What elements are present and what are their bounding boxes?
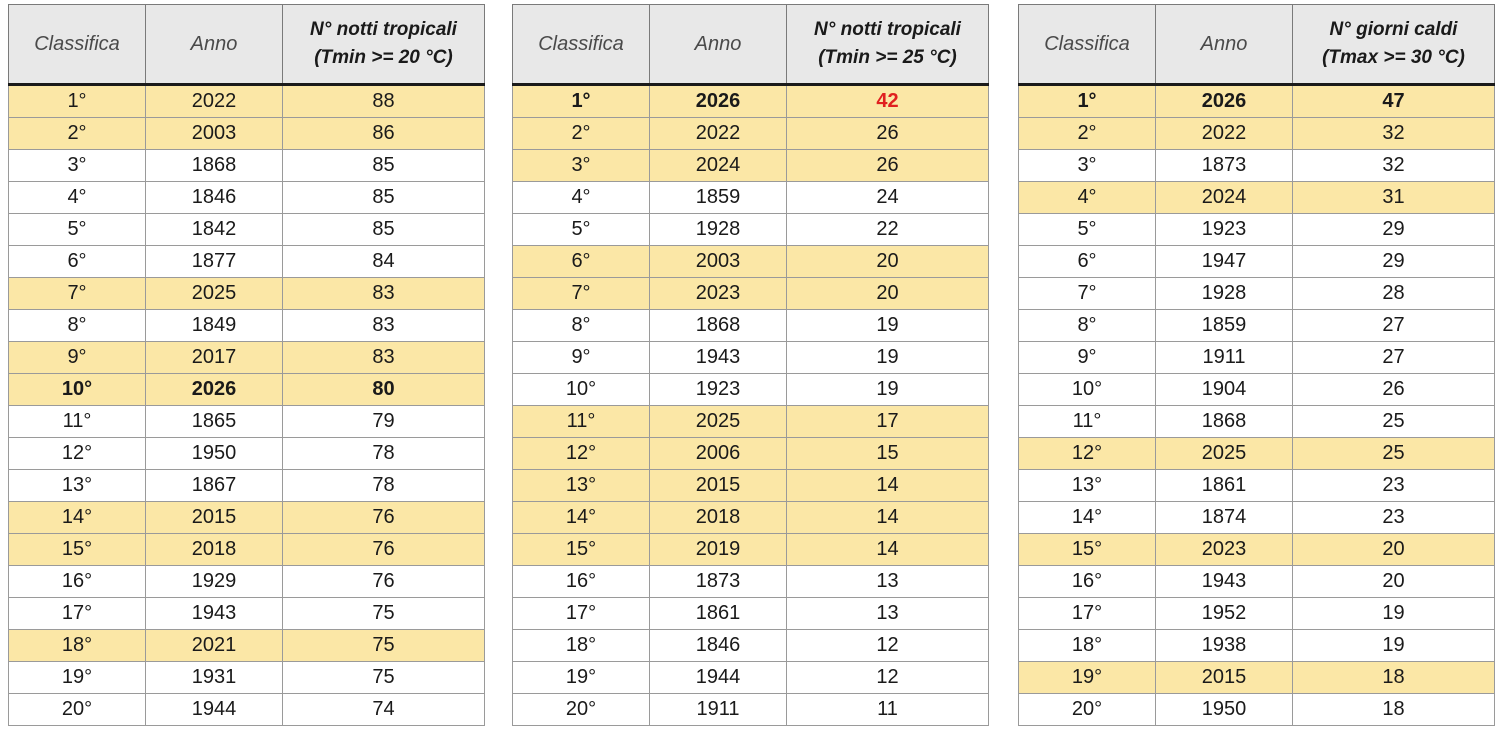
ranking-table-tropical-nights-20 xyxy=(8,4,484,725)
year-cell: 2018 xyxy=(650,502,787,534)
table-row xyxy=(9,310,485,342)
value-cell: 83 xyxy=(283,342,485,374)
rank-cell: 15° xyxy=(1019,534,1156,566)
year-cell: 2021 xyxy=(146,630,283,662)
value-cell: 42 xyxy=(787,85,989,118)
year-cell: 2015 xyxy=(146,502,283,534)
rank-cell: 4° xyxy=(1019,182,1156,214)
value-cell: 78 xyxy=(283,438,485,470)
year-cell: 2023 xyxy=(1156,534,1293,566)
year-cell: 1873 xyxy=(1156,150,1293,182)
year-cell: 2026 xyxy=(146,374,283,406)
year-cell: 1911 xyxy=(650,694,787,726)
year-cell: 1947 xyxy=(1156,246,1293,278)
value-cell: 13 xyxy=(787,598,989,630)
year-cell: 2006 xyxy=(650,438,787,470)
rank-cell: 18° xyxy=(513,630,650,662)
rank-cell: 19° xyxy=(9,662,146,694)
value-cell: 12 xyxy=(787,630,989,662)
value-cell: 47 xyxy=(1293,85,1495,118)
value-cell: 14 xyxy=(787,470,989,502)
rank-cell: 2° xyxy=(9,118,146,150)
rank-cell: 2° xyxy=(1019,118,1156,150)
table-row xyxy=(513,502,989,534)
value-cell: 76 xyxy=(283,566,485,598)
rank-cell: 14° xyxy=(513,502,650,534)
value-cell: 20 xyxy=(787,278,989,310)
value-cell: 29 xyxy=(1293,214,1495,246)
value-cell: 17 xyxy=(787,406,989,438)
table-row xyxy=(513,342,989,374)
rank-cell: 10° xyxy=(9,374,146,406)
value-cell: 79 xyxy=(283,406,485,438)
value-cell: 32 xyxy=(1293,118,1495,150)
rank-cell: 13° xyxy=(513,470,650,502)
year-cell: 1928 xyxy=(1156,278,1293,310)
year-cell: 1938 xyxy=(1156,630,1293,662)
value-cell: 12 xyxy=(787,662,989,694)
table-row xyxy=(1019,502,1495,534)
header-row xyxy=(1019,5,1495,85)
header-metric-title: N° giorni caldi xyxy=(1329,19,1458,40)
rank-cell: 14° xyxy=(1019,502,1156,534)
value-cell: 20 xyxy=(787,246,989,278)
rank-cell: 3° xyxy=(9,150,146,182)
table-row xyxy=(513,278,989,310)
year-cell: 1904 xyxy=(1156,374,1293,406)
year-cell: 2003 xyxy=(650,246,787,278)
rank-cell: 9° xyxy=(9,342,146,374)
rank-cell: 10° xyxy=(1019,374,1156,406)
year-cell: 1861 xyxy=(1156,470,1293,502)
value-cell: 18 xyxy=(1293,694,1495,726)
value-cell: 14 xyxy=(787,502,989,534)
rank-cell: 17° xyxy=(1019,598,1156,630)
value-cell: 85 xyxy=(283,214,485,246)
value-cell: 83 xyxy=(283,310,485,342)
value-cell: 88 xyxy=(283,85,485,118)
rank-cell: 7° xyxy=(1019,278,1156,310)
rank-cell: 16° xyxy=(9,566,146,598)
table-row xyxy=(1019,534,1495,566)
value-cell: 26 xyxy=(787,150,989,182)
table-row xyxy=(9,182,485,214)
header-year: Anno xyxy=(146,5,283,85)
table-row xyxy=(9,150,485,182)
year-cell: 1950 xyxy=(146,438,283,470)
rank-cell: 18° xyxy=(9,630,146,662)
rank-cell: 3° xyxy=(1019,150,1156,182)
rank-cell: 10° xyxy=(513,374,650,406)
table-row xyxy=(513,246,989,278)
year-cell: 1923 xyxy=(1156,214,1293,246)
header-year: Anno xyxy=(1156,5,1293,85)
value-cell: 32 xyxy=(1293,150,1495,182)
year-cell: 1873 xyxy=(650,566,787,598)
year-cell: 2025 xyxy=(650,406,787,438)
table-row xyxy=(9,374,485,406)
year-cell: 2026 xyxy=(1156,85,1293,118)
rank-cell: 19° xyxy=(513,662,650,694)
rank-cell: 9° xyxy=(1019,342,1156,374)
rank-cell: 8° xyxy=(513,310,650,342)
table-row xyxy=(9,278,485,310)
rank-cell: 3° xyxy=(513,150,650,182)
value-cell: 20 xyxy=(1293,534,1495,566)
table-row xyxy=(9,406,485,438)
rank-cell: 20° xyxy=(9,694,146,726)
table-row xyxy=(9,630,485,662)
table-row xyxy=(1019,342,1495,374)
table-row xyxy=(513,598,989,630)
table-row xyxy=(9,598,485,630)
table-row xyxy=(9,470,485,502)
year-cell: 1868 xyxy=(1156,406,1293,438)
year-cell: 1911 xyxy=(1156,342,1293,374)
value-cell: 18 xyxy=(1293,662,1495,694)
year-cell: 1931 xyxy=(146,662,283,694)
table-row xyxy=(1019,662,1495,694)
table-row xyxy=(9,566,485,598)
rank-cell: 15° xyxy=(513,534,650,566)
value-cell: 84 xyxy=(283,246,485,278)
year-cell: 2025 xyxy=(146,278,283,310)
table-row xyxy=(9,214,485,246)
rank-cell: 13° xyxy=(1019,470,1156,502)
value-cell: 31 xyxy=(1293,182,1495,214)
year-cell: 1859 xyxy=(1156,310,1293,342)
rank-cell: 5° xyxy=(9,214,146,246)
table-row xyxy=(1019,182,1495,214)
table-row xyxy=(9,85,485,118)
table-row xyxy=(9,438,485,470)
value-cell: 28 xyxy=(1293,278,1495,310)
year-cell: 1952 xyxy=(1156,598,1293,630)
rank-cell: 13° xyxy=(9,470,146,502)
rank-cell: 4° xyxy=(513,182,650,214)
ranking-table-hot-days-30 xyxy=(1018,4,1494,725)
header-metric xyxy=(787,5,989,85)
rank-cell: 16° xyxy=(1019,566,1156,598)
year-cell: 1943 xyxy=(650,342,787,374)
rank-cell: 11° xyxy=(9,406,146,438)
value-cell: 85 xyxy=(283,182,485,214)
rank-cell: 1° xyxy=(9,85,146,118)
rank-cell: 11° xyxy=(1019,406,1156,438)
year-cell: 2015 xyxy=(1156,662,1293,694)
value-cell: 75 xyxy=(283,662,485,694)
table-row xyxy=(1019,566,1495,598)
rank-cell: 20° xyxy=(1019,694,1156,726)
value-cell: 19 xyxy=(787,374,989,406)
value-cell: 20 xyxy=(1293,566,1495,598)
rank-cell: 12° xyxy=(513,438,650,470)
rank-cell: 11° xyxy=(513,406,650,438)
header-rank: Classifica xyxy=(9,5,146,85)
year-cell: 1865 xyxy=(146,406,283,438)
header-metric-title: N° notti tropicali xyxy=(814,19,961,40)
year-cell: 2022 xyxy=(146,85,283,118)
year-cell: 1859 xyxy=(650,182,787,214)
value-cell: 25 xyxy=(1293,438,1495,470)
ranking-table xyxy=(8,4,485,726)
value-cell: 75 xyxy=(283,630,485,662)
rank-cell: 15° xyxy=(9,534,146,566)
value-cell: 19 xyxy=(1293,598,1495,630)
header-rank: Classifica xyxy=(513,5,650,85)
rank-cell: 17° xyxy=(513,598,650,630)
rank-cell: 9° xyxy=(513,342,650,374)
value-cell: 74 xyxy=(283,694,485,726)
year-cell: 1868 xyxy=(650,310,787,342)
value-cell: 86 xyxy=(283,118,485,150)
value-cell: 76 xyxy=(283,534,485,566)
year-cell: 1944 xyxy=(650,662,787,694)
year-cell: 1868 xyxy=(146,150,283,182)
year-cell: 1944 xyxy=(146,694,283,726)
year-cell: 1861 xyxy=(650,598,787,630)
year-cell: 2022 xyxy=(650,118,787,150)
value-cell: 22 xyxy=(787,214,989,246)
header-metric-threshold: (Tmin >= 20 °C) xyxy=(314,47,453,68)
header-metric-title: N° notti tropicali xyxy=(310,19,457,40)
table-row xyxy=(1019,214,1495,246)
table-row xyxy=(9,342,485,374)
year-cell: 1842 xyxy=(146,214,283,246)
year-cell: 1877 xyxy=(146,246,283,278)
rank-cell: 6° xyxy=(513,246,650,278)
rank-cell: 12° xyxy=(9,438,146,470)
year-cell: 2017 xyxy=(146,342,283,374)
value-cell: 26 xyxy=(787,118,989,150)
header-row xyxy=(9,5,485,85)
table-row xyxy=(1019,150,1495,182)
rank-cell: 5° xyxy=(1019,214,1156,246)
table-row xyxy=(513,214,989,246)
rank-cell: 7° xyxy=(513,278,650,310)
year-cell: 1867 xyxy=(146,470,283,502)
table-row xyxy=(1019,374,1495,406)
value-cell: 23 xyxy=(1293,470,1495,502)
header-metric xyxy=(1293,5,1495,85)
table-row xyxy=(9,118,485,150)
table-row xyxy=(9,662,485,694)
table-row xyxy=(513,406,989,438)
table-row xyxy=(513,150,989,182)
table-row xyxy=(513,438,989,470)
table-row xyxy=(513,630,989,662)
value-cell: 11 xyxy=(787,694,989,726)
header-year: Anno xyxy=(650,5,787,85)
table-row xyxy=(1019,470,1495,502)
value-cell: 27 xyxy=(1293,310,1495,342)
value-cell: 25 xyxy=(1293,406,1495,438)
value-cell: 19 xyxy=(787,310,989,342)
table-row xyxy=(513,310,989,342)
table-row xyxy=(513,534,989,566)
rank-cell: 1° xyxy=(1019,85,1156,118)
table-row xyxy=(9,534,485,566)
value-cell: 14 xyxy=(787,534,989,566)
year-cell: 2018 xyxy=(146,534,283,566)
rank-cell: 19° xyxy=(1019,662,1156,694)
table-row xyxy=(513,118,989,150)
table-row xyxy=(513,374,989,406)
value-cell: 75 xyxy=(283,598,485,630)
value-cell: 15 xyxy=(787,438,989,470)
value-cell: 29 xyxy=(1293,246,1495,278)
header-metric-threshold: (Tmin >= 25 °C) xyxy=(818,47,957,68)
rank-cell: 8° xyxy=(1019,310,1156,342)
year-cell: 1950 xyxy=(1156,694,1293,726)
rank-cell: 4° xyxy=(9,182,146,214)
value-cell: 85 xyxy=(283,150,485,182)
ranking-table xyxy=(512,4,989,726)
header-rank: Classifica xyxy=(1019,5,1156,85)
rank-cell: 7° xyxy=(9,278,146,310)
header-metric-threshold: (Tmax >= 30 °C) xyxy=(1322,47,1465,68)
year-cell: 2015 xyxy=(650,470,787,502)
year-cell: 1846 xyxy=(146,182,283,214)
rank-cell: 8° xyxy=(9,310,146,342)
value-cell: 26 xyxy=(1293,374,1495,406)
header-row xyxy=(513,5,989,85)
table-row xyxy=(513,470,989,502)
year-cell: 1929 xyxy=(146,566,283,598)
value-cell: 13 xyxy=(787,566,989,598)
ranking-table-tropical-nights-25 xyxy=(512,4,988,725)
year-cell: 2023 xyxy=(650,278,787,310)
year-cell: 2019 xyxy=(650,534,787,566)
table-row xyxy=(9,502,485,534)
year-cell: 2024 xyxy=(650,150,787,182)
value-cell: 27 xyxy=(1293,342,1495,374)
year-cell: 2026 xyxy=(650,85,787,118)
value-cell: 23 xyxy=(1293,502,1495,534)
rank-cell: 20° xyxy=(513,694,650,726)
table-row xyxy=(1019,406,1495,438)
table-row xyxy=(1019,278,1495,310)
rank-cell: 6° xyxy=(9,246,146,278)
table-row xyxy=(9,246,485,278)
rank-cell: 1° xyxy=(513,85,650,118)
table-row xyxy=(1019,310,1495,342)
ranking-table xyxy=(1018,4,1495,726)
year-cell: 1846 xyxy=(650,630,787,662)
value-cell: 83 xyxy=(283,278,485,310)
table-row xyxy=(1019,118,1495,150)
table-row xyxy=(513,694,989,726)
value-cell: 80 xyxy=(283,374,485,406)
table-row xyxy=(1019,598,1495,630)
table-row xyxy=(513,566,989,598)
value-cell: 78 xyxy=(283,470,485,502)
year-cell: 2024 xyxy=(1156,182,1293,214)
rank-cell: 17° xyxy=(9,598,146,630)
year-cell: 2003 xyxy=(146,118,283,150)
rank-cell: 6° xyxy=(1019,246,1156,278)
table-row xyxy=(513,662,989,694)
table-row xyxy=(9,694,485,726)
year-cell: 1928 xyxy=(650,214,787,246)
year-cell: 2025 xyxy=(1156,438,1293,470)
table-row xyxy=(1019,438,1495,470)
rank-cell: 18° xyxy=(1019,630,1156,662)
header-metric xyxy=(283,5,485,85)
rank-cell: 5° xyxy=(513,214,650,246)
table-row xyxy=(1019,630,1495,662)
value-cell: 19 xyxy=(1293,630,1495,662)
value-cell: 76 xyxy=(283,502,485,534)
table-row xyxy=(513,182,989,214)
year-cell: 1943 xyxy=(146,598,283,630)
table-row xyxy=(1019,246,1495,278)
year-cell: 2022 xyxy=(1156,118,1293,150)
table-row xyxy=(1019,694,1495,726)
year-cell: 1923 xyxy=(650,374,787,406)
rank-cell: 2° xyxy=(513,118,650,150)
table-row xyxy=(1019,85,1495,118)
year-cell: 1943 xyxy=(1156,566,1293,598)
year-cell: 1849 xyxy=(146,310,283,342)
rank-cell: 12° xyxy=(1019,438,1156,470)
value-cell: 24 xyxy=(787,182,989,214)
rank-cell: 14° xyxy=(9,502,146,534)
table-row xyxy=(513,85,989,118)
year-cell: 1874 xyxy=(1156,502,1293,534)
rank-cell: 16° xyxy=(513,566,650,598)
value-cell: 19 xyxy=(787,342,989,374)
